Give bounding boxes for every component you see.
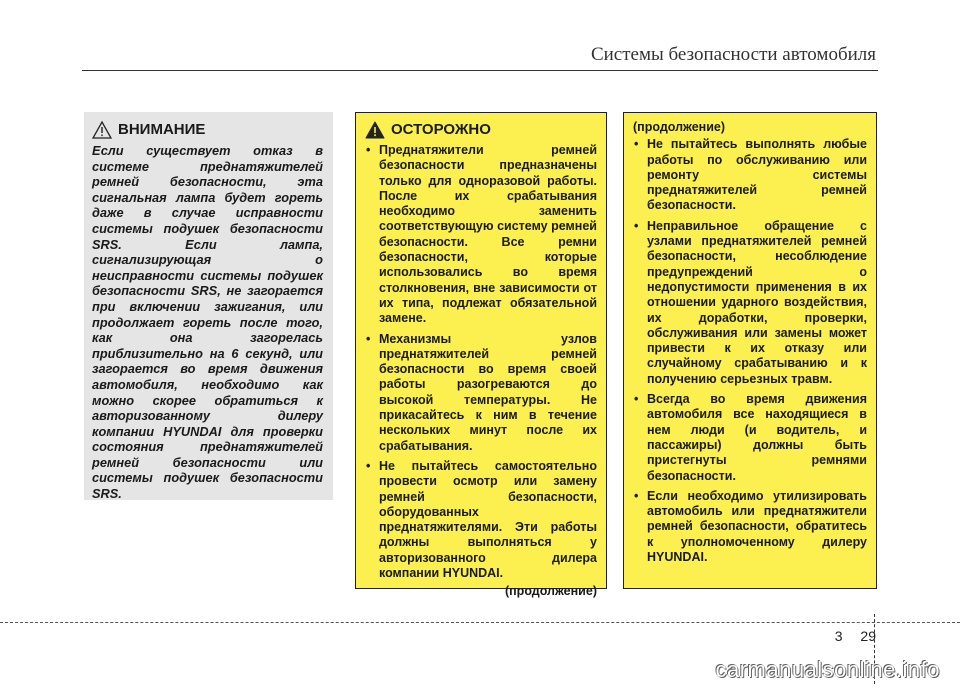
continued-label: (продолжение): [633, 120, 726, 134]
list-item: • Преднатяжители ремней безопасности предназначены только для одноразовой работы. После их срабатывания необходимо заменить соответствующую систему ремней безопасности. Все ремни безопасности, которые использовались во время столкновения, вне зависимости от их типа, подлежат обязательной замене.: [365, 143, 597, 327]
page-section-title: Системы безопасности автомобиля: [590, 44, 876, 65]
watermark: carmanualsonline.info: [715, 657, 940, 682]
attention-text: Если существует отказ в системе преднатяжителей ремней безопасности, эта сигнальная лампа будет гореть даже в случае исправности системы подушек безопасности SRS. Если лампа, сигнализирующая о неисправности системы подушек безопасности SRS, не загорается при включении зажигания, или продолжает гореть после того, как она загорелась приблизительно на 6 секунд, или загорается во время движения автомобиля, необходимо как можно скорее обратиться к авторизованному дилеру компании HYUNDAI для проверки состояния преднатяжителей ремней безопасности или системы подушек безопасности SRS.: [92, 143, 323, 502]
continued-note: (продолжение): [504, 584, 597, 599]
caution-box: [355, 112, 607, 599]
list-item: • Механизмы узлов преднатяжителей ремней безопасности во время своей работы разогреваются до высокой температуры. Не прикасайтесь к ним в течение нескольких минут после их срабатывания.: [365, 332, 597, 454]
caution-heading-row: [365, 121, 597, 139]
page-number-value: 29: [860, 628, 876, 644]
page-number: [835, 628, 876, 644]
list-item: • Неправильное обращение с узлами преднатяжителей ремней безопасности, несоблюдение предупреждений о недопустимости применения в их отношении ударного воздействия, их доработки, проверки, обслуживания или замены может привести к их отказу или случайному срабатыванию и к получению серьезных травм.: [633, 219, 867, 387]
continued-list: [633, 137, 867, 565]
header-divider: [82, 70, 878, 71]
attention-box: [84, 112, 333, 500]
footer-divider: [0, 622, 960, 623]
list-item: • Всегда во время движения автомобиля все находящиеся в нем люди (и водитель, и пассажиры) должны быть пристегнуты ремнями безопасности.: [633, 392, 867, 484]
warning-filled-icon: [365, 121, 385, 139]
list-item: • Не пытайтесь самостоятельно провести осмотр или замену ремней безопасности, оборудованных преднатяжителями. Эти работы должны выполняться у авторизованного дилера компании HYUNDAI.: [365, 459, 597, 581]
attention-heading-row: [92, 121, 323, 139]
warning-outline-icon: [92, 121, 112, 139]
section-number: 3: [834, 628, 843, 644]
caution-list: [365, 143, 597, 581]
caution-continued-box: [623, 112, 877, 589]
list-item: • Не пытайтесь выполнять любые работы по обслуживанию или ремонту системы преднатяжителей ремней безопасности.: [633, 137, 867, 213]
attention-heading: ВНИМАНИЕ: [118, 121, 206, 138]
list-item: • Если необходимо утилизировать автомобиль или преднатяжители ремней безопасности, обратитесь к уполномоченному дилеру HYUNDAI.: [633, 489, 867, 565]
caution-heading: ОСТОРОЖНО: [391, 121, 491, 138]
